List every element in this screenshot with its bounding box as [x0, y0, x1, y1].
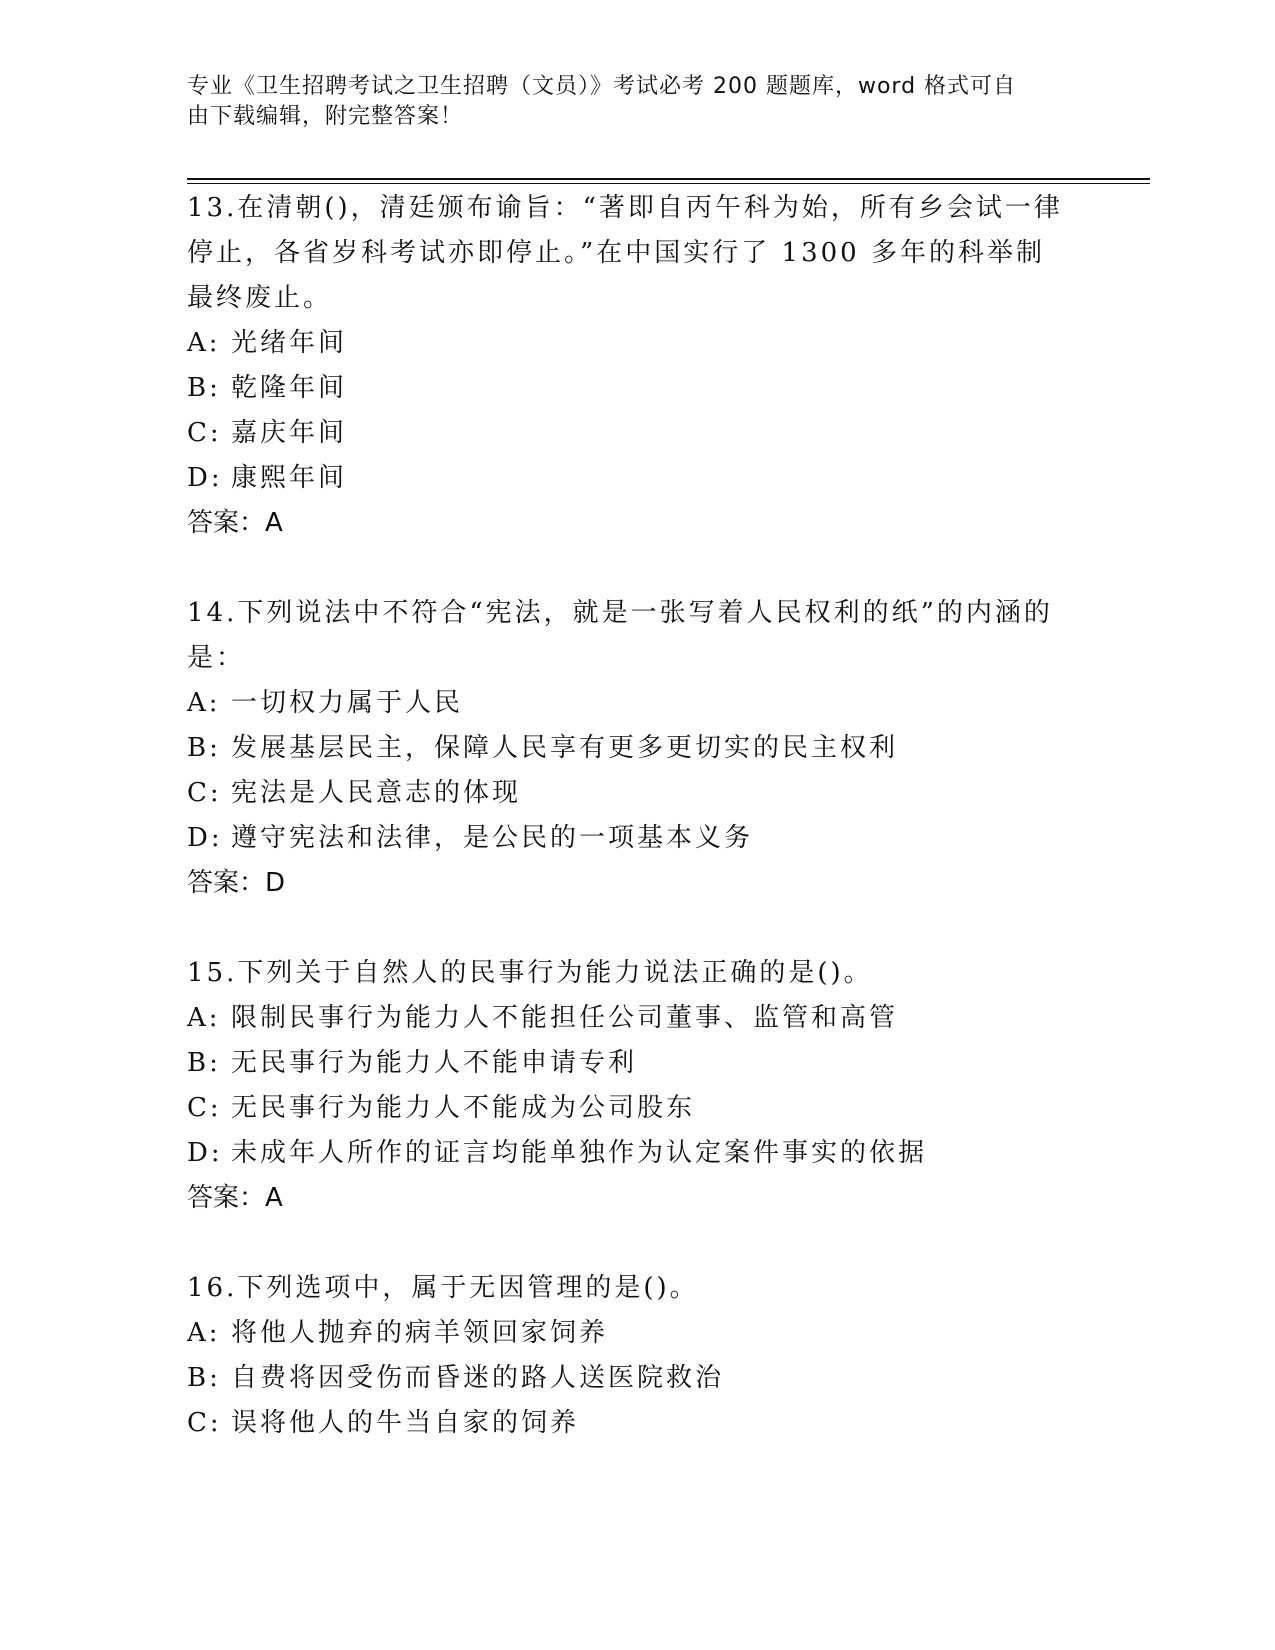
option-b — [187, 366, 1087, 411]
option-letter: B: — [187, 733, 221, 763]
option-text: 自费将因受伤而昏迷的路人送医院救治 — [231, 1363, 725, 1393]
option-text: 将他人抛弃的病羊领回家饲养 — [231, 1318, 609, 1348]
option-text: 一切权力属于人民 — [231, 688, 464, 718]
option-text: 误将他人的牛当自家的饲养 — [231, 1408, 580, 1438]
option-c — [187, 1086, 1087, 1131]
header-divider-thick — [187, 178, 1150, 180]
option-letter: D: — [187, 823, 223, 853]
header-title-line-2: 由下载编辑，附完整答案！ — [187, 104, 464, 129]
option-letter: A: — [187, 1318, 221, 1348]
option-b — [187, 1041, 1087, 1086]
question-14 — [187, 591, 1087, 906]
option-c — [187, 411, 1087, 456]
option-text: 遵守宪法和法律，是公民的一项基本义务 — [231, 823, 754, 853]
option-d — [187, 816, 1087, 861]
option-letter: C: — [187, 1093, 222, 1123]
answer-line: 答案：D — [187, 868, 286, 898]
option-text: 光绪年间 — [231, 328, 348, 358]
question-list — [187, 186, 1087, 1446]
option-a — [187, 681, 1087, 726]
spacer — [187, 906, 1087, 951]
question-15 — [187, 951, 1087, 1221]
option-d — [187, 456, 1087, 501]
question-16 — [187, 1266, 1087, 1446]
option-letter: A: — [187, 1003, 221, 1033]
option-letter: B: — [187, 1048, 221, 1078]
option-letter: C: — [187, 1408, 222, 1438]
option-a — [187, 1311, 1087, 1356]
option-b — [187, 726, 1087, 771]
option-text: 嘉庆年间 — [231, 418, 348, 448]
spacer — [187, 546, 1087, 591]
option-b — [187, 1356, 1087, 1401]
document-header — [187, 72, 1067, 132]
header-title-line-1: 专业《卫生招聘考试之卫生招聘（文员）》考试必考 200 题题库，word 格式可自 — [187, 74, 1017, 99]
question-text: 13.在清朝()，清廷颁布谕旨：“著即自丙午科为始，所有乡会试一律停止，各省岁科考试亦即停止。”在中国实行了 1300 多年的科举制最终废止。 — [187, 193, 1063, 313]
option-text: 宪法是人民意志的体现 — [231, 778, 522, 808]
answer-line: 答案：A — [187, 508, 283, 538]
question-text: 14.下列说法中不符合“宪法，就是一张写着人民权利的纸”的内涵的是： — [187, 598, 1053, 673]
option-letter: B: — [187, 1363, 221, 1393]
question-text: 16.下列选项中，属于无因管理的是()。 — [187, 1273, 699, 1303]
option-text: 无民事行为能力人不能申请专利 — [231, 1048, 638, 1078]
option-text: 乾隆年间 — [231, 373, 348, 403]
option-a — [187, 996, 1087, 1041]
option-text: 限制民事行为能力人不能担任公司董事、监管和高管 — [231, 1003, 899, 1033]
option-text: 无民事行为能力人不能成为公司股东 — [231, 1093, 696, 1123]
spacer — [187, 1221, 1087, 1266]
option-letter: A: — [187, 688, 221, 718]
option-letter: D: — [187, 463, 223, 493]
option-text: 发展基层民主，保障人民享有更多更切实的民主权利 — [231, 733, 899, 763]
option-d — [187, 1131, 1087, 1176]
question-13 — [187, 186, 1087, 546]
option-a — [187, 321, 1087, 366]
option-c — [187, 1401, 1087, 1446]
option-letter: C: — [187, 418, 222, 448]
option-c — [187, 771, 1087, 816]
answer-line: 答案：A — [187, 1183, 283, 1213]
option-text: 未成年人所作的证言均能单独作为认定案件事实的依据 — [231, 1138, 928, 1168]
header-divider-thin — [187, 183, 1150, 184]
option-letter: D: — [187, 1138, 223, 1168]
option-letter: A: — [187, 328, 221, 358]
option-text: 康熙年间 — [231, 463, 348, 493]
question-text: 15.下列关于自然人的民事行为能力说法正确的是()。 — [187, 958, 873, 988]
option-letter: B: — [187, 373, 221, 403]
option-letter: C: — [187, 778, 222, 808]
